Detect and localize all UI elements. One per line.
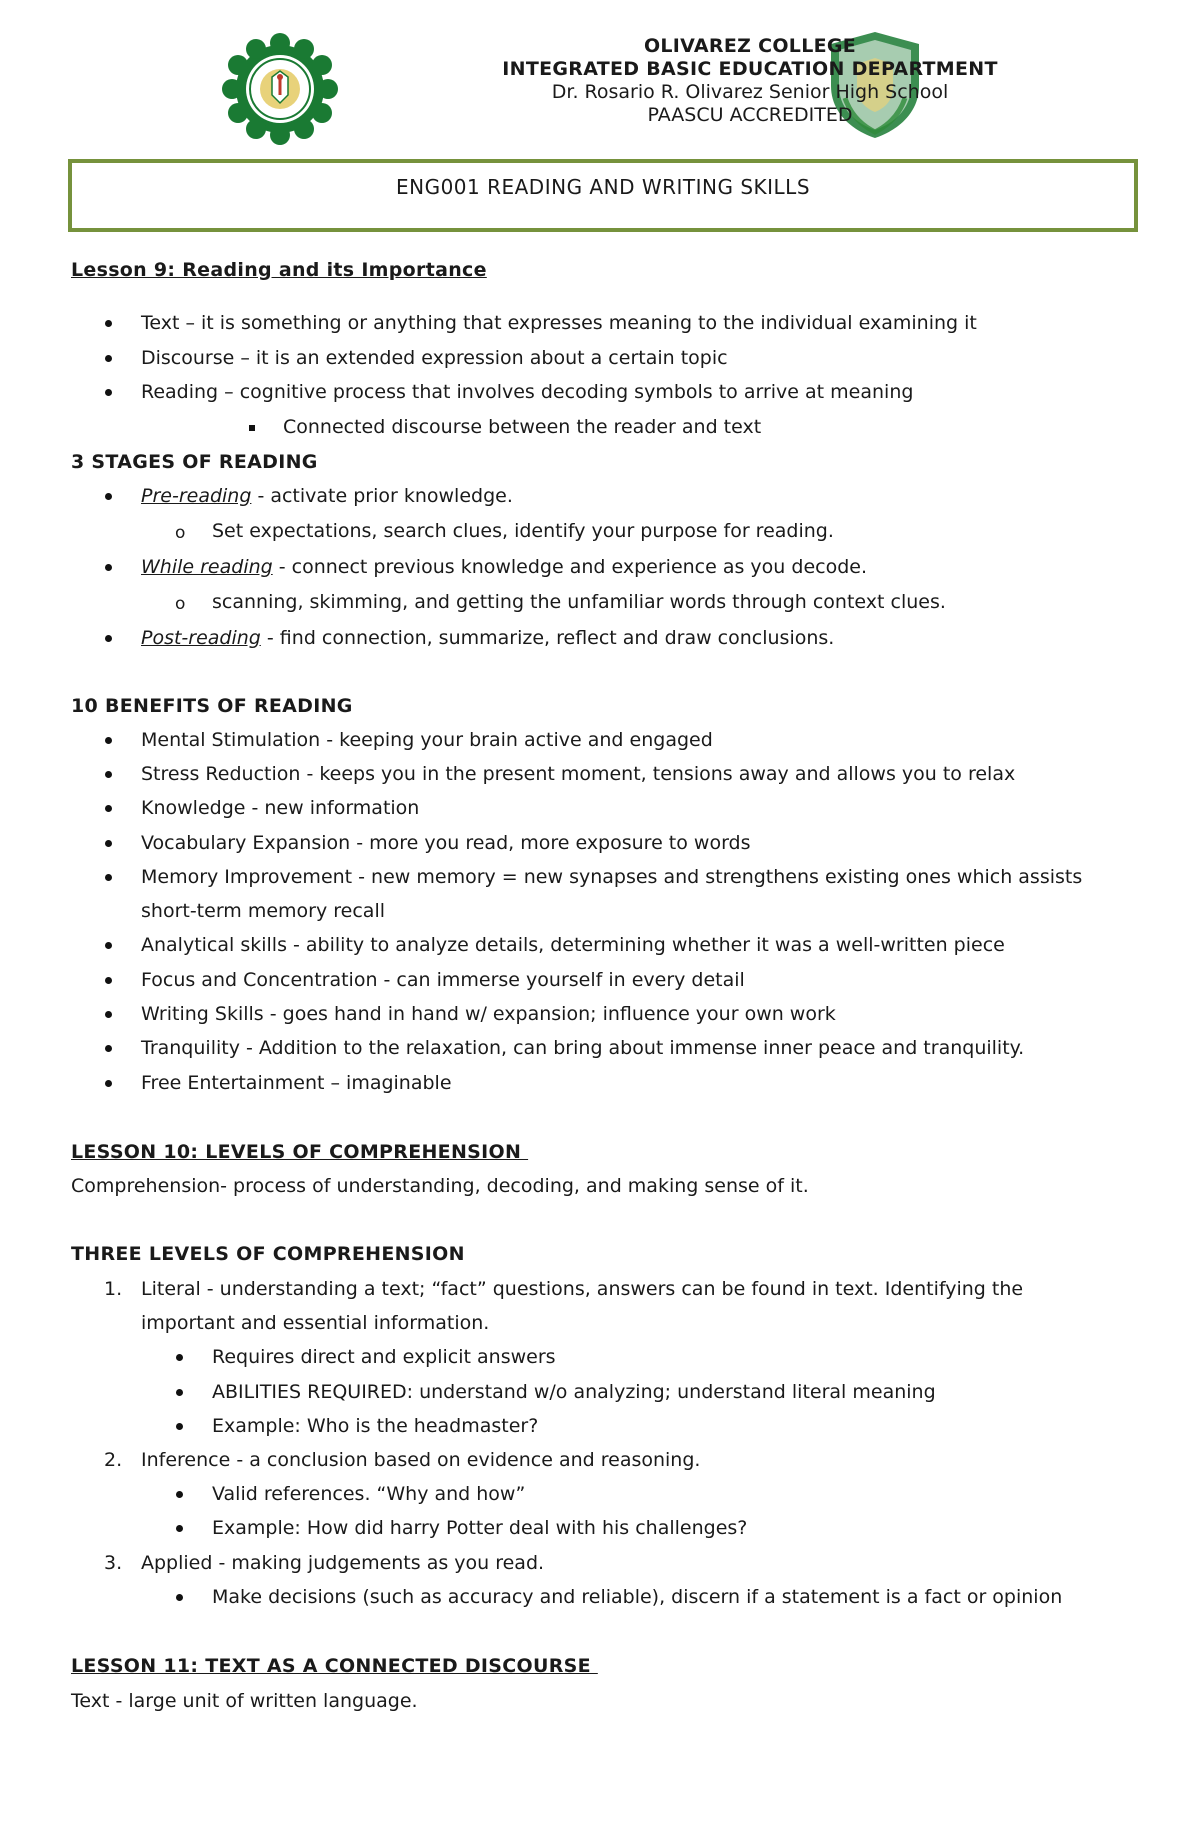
bullet <box>105 1045 112 1052</box>
list-item: Writing Skills - goes hand in hand w/ expansion; influence your own work <box>141 1003 836 1025</box>
bullet <box>176 1594 183 1601</box>
course-title: ENG001 READING AND WRITING SKILLS <box>395 175 811 199</box>
bullet <box>105 1011 112 1018</box>
list-item: Reading – cognitive process that involves decoding symbols to arrive at meaning <box>141 381 914 403</box>
list-sub-item: ABILITIES REQUIRED: understand w/o analyzing; understand literal meaning <box>212 1381 936 1403</box>
bullet <box>105 355 112 362</box>
olivarez-college-logo <box>222 33 338 145</box>
list-sub-item: Make decisions (such as accuracy and reliable), discern if a statement is a fact or opinion <box>212 1586 1063 1608</box>
list-item: Focus and Concentration - can immerse yourself in every detail <box>141 969 745 991</box>
comprehension-definition: Comprehension- process of understanding, decoding, and making sense of it. <box>71 1175 809 1197</box>
lesson11-heading: LESSON 11: TEXT AS A CONNECTED DISCOURSE <box>71 1655 598 1677</box>
list-sub-item: Set expectations, search clues, identify your purpose for reading. <box>212 520 834 542</box>
bullet <box>105 977 112 984</box>
list-sub-item: Connected discourse between the reader and text <box>283 416 762 438</box>
list-item: While reading - connect previous knowledge and experience as you decode. <box>141 556 867 578</box>
list-number: 2. <box>104 1449 123 1471</box>
college-name: OLIVAREZ COLLEGE <box>643 35 857 57</box>
list-item: Discourse – it is an extended expression about a certain topic <box>141 347 728 369</box>
bullet <box>176 1423 183 1430</box>
bullet <box>176 1525 183 1532</box>
bullet <box>176 1389 183 1396</box>
list-number: 3. <box>104 1552 123 1574</box>
bullet <box>105 771 112 778</box>
list-item: Applied - making judgements as you read. <box>141 1552 545 1574</box>
bullet <box>105 840 112 847</box>
square-bullet <box>249 425 255 431</box>
bullet <box>105 389 112 396</box>
levels-heading: THREE LEVELS OF COMPREHENSION <box>71 1243 465 1265</box>
circle-bullet: o <box>175 523 186 543</box>
bullet <box>176 1491 183 1498</box>
school-name: Dr. Rosario R. Olivarez Senior High School <box>551 81 949 103</box>
list-item-continuation: short-term memory recall <box>141 900 386 922</box>
list-sub-item: Requires direct and explicit answers <box>212 1346 556 1368</box>
stages-heading: 3 STAGES OF READING <box>71 451 318 473</box>
list-item: Mental Stimulation - keeping your brain active and engaged <box>141 729 713 751</box>
list-item-continuation: important and essential information. <box>141 1312 490 1334</box>
bullet <box>105 805 112 812</box>
list-item: Free Entertainment – imaginable <box>141 1072 452 1094</box>
list-item: Knowledge - new information <box>141 797 420 819</box>
list-item: Post-reading - find connection, summarize, reflect and draw conclusions. <box>141 627 835 649</box>
course-title-box <box>68 159 1138 232</box>
lesson10-heading: LESSON 10: LEVELS OF COMPREHENSION <box>71 1141 529 1163</box>
bullet <box>105 874 112 881</box>
list-item: Analytical skills - ability to analyze details, determining whether it was a well-written piece <box>141 934 1005 956</box>
circle-bullet: o <box>175 594 186 614</box>
list-item: Vocabulary Expansion - more you read, more exposure to words <box>141 832 751 854</box>
list-item: Text – it is something or anything that expresses meaning to the individual examining it <box>141 312 977 334</box>
list-item: Pre-reading - activate prior knowledge. <box>141 485 513 507</box>
text-definition: Text - large unit of written language. <box>71 1690 418 1712</box>
accreditation: PAASCU ACCREDITED <box>647 104 853 126</box>
bullet <box>105 1080 112 1087</box>
list-sub-item: scanning, skimming, and getting the unfamiliar words through context clues. <box>212 591 946 613</box>
list-item: Inference - a conclusion based on evidence and reasoning. <box>141 1449 701 1471</box>
bullet <box>105 737 112 744</box>
list-sub-item: Example: How did harry Potter deal with his challenges? <box>212 1517 748 1539</box>
bullet <box>105 635 112 642</box>
list-number: 1. <box>104 1278 123 1300</box>
list-sub-item: Valid references. “Why and how” <box>212 1483 526 1505</box>
bullet <box>105 493 112 500</box>
list-sub-item: Example: Who is the headmaster? <box>212 1415 539 1437</box>
list-item: Tranquility - Addition to the relaxation, can bring about immense inner peace and tranquility. <box>141 1037 1025 1059</box>
bullet <box>105 320 112 327</box>
bullet <box>105 564 112 571</box>
department-name: INTEGRATED BASIC EDUCATION DEPARTMENT <box>502 58 998 80</box>
list-item: Stress Reduction - keeps you in the present moment, tensions away and allows you to relax <box>141 763 1016 785</box>
benefits-heading: 10 BENEFITS OF READING <box>71 695 353 717</box>
bullet <box>105 942 112 949</box>
list-item: Literal - understanding a text; “fact” questions, answers can be found in text. Identifying the <box>141 1278 1024 1300</box>
list-item: Memory Improvement - new memory = new synapses and strengthens existing ones which assists <box>141 866 1083 888</box>
bullet <box>176 1354 183 1361</box>
lesson9-heading: Lesson 9: Reading and its Importance <box>71 259 487 281</box>
